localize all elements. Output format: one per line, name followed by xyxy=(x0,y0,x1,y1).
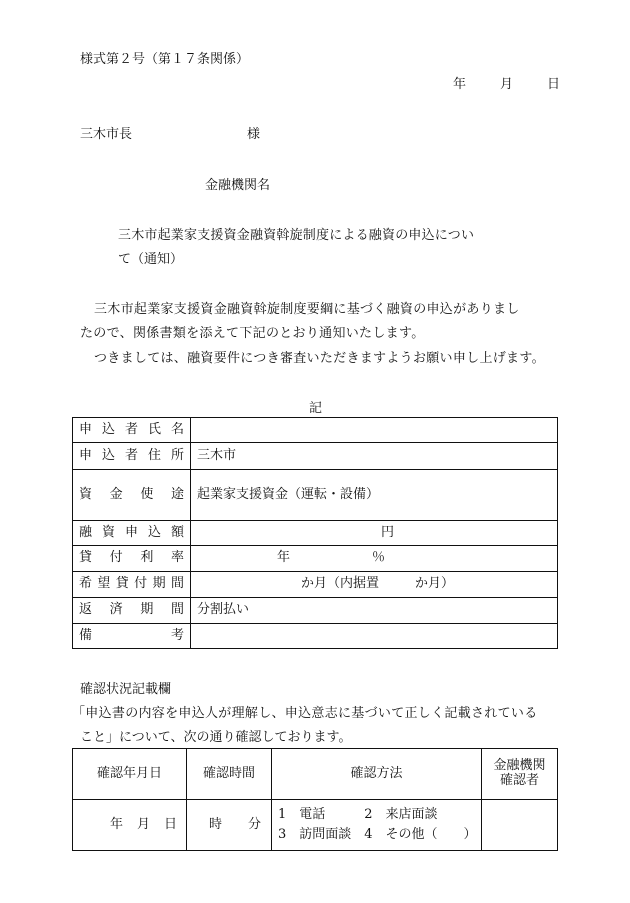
subject-line-2: て（通知） xyxy=(118,252,184,267)
applicant-name-value xyxy=(191,418,558,443)
method-options-line-2: 3 訪問面談 4 その他（ ） xyxy=(278,827,477,842)
table-row xyxy=(73,572,558,598)
table-row xyxy=(73,443,558,470)
table-row xyxy=(73,749,558,800)
confirm-method-header: 確認方法 xyxy=(272,749,482,800)
deferment-months: か月） xyxy=(415,576,455,592)
table-row xyxy=(73,470,558,521)
body-line-3: つきましては、融資要件につき審査いただきますようお願い申し上げます。 xyxy=(94,351,545,366)
confirm-date-header: 確認年月日 xyxy=(73,749,187,800)
application-table xyxy=(72,417,558,649)
remarks-value xyxy=(191,624,558,649)
table-row xyxy=(73,598,558,624)
confirmation-title: 確認状況記載欄 xyxy=(80,682,172,697)
financial-institution-label: 金融機関名 xyxy=(205,178,271,193)
confirm-time-header: 確認時間 xyxy=(187,749,272,800)
date-year: 年 xyxy=(453,77,467,92)
table-row xyxy=(73,800,558,851)
document-date xyxy=(453,78,560,93)
table-row xyxy=(73,418,558,443)
applicant-name-label: 申 込 者 氏 名 xyxy=(73,418,191,443)
addressee-name: 三木市長 xyxy=(80,127,133,142)
repayment-period-label: 返 済 期 間 xyxy=(73,598,191,624)
applicant-address-value: 三木市 xyxy=(191,443,558,470)
interest-rate-label: 貸 付 利 率 xyxy=(73,546,191,572)
confirmation-text-2: こと」について、次の通り確認しております。 xyxy=(80,730,352,745)
interest-percent-unit: ％ xyxy=(372,550,386,566)
date-day: 日 xyxy=(547,77,561,92)
fund-purpose-label: 資 金 使 途 xyxy=(73,470,191,521)
confirmer-value xyxy=(482,800,558,851)
table-row xyxy=(73,521,558,546)
applicant-address-label: 申 込 者 住 所 xyxy=(73,443,191,470)
confirm-time-value: 時 分 xyxy=(187,800,272,851)
remarks-label: 備 考 xyxy=(73,624,191,649)
loan-amount-unit: 円 xyxy=(191,521,558,546)
table-row xyxy=(73,546,558,572)
confirm-method-options xyxy=(272,800,482,851)
body-line-1: 三木市起業家支援資金融資斡旋制度要綱に基づく融資の申込がありまし xyxy=(94,302,520,317)
confirmer-header: 金融機関 確認者 xyxy=(482,749,558,800)
table-row xyxy=(73,624,558,649)
subject-line-1: 三木市起業家支援資金融資斡旋制度による融資の申込につい xyxy=(118,228,475,243)
loan-period-label: 希 望 貸 付 期 間 xyxy=(73,572,191,598)
addressee-honorific: 様 xyxy=(247,127,261,142)
method-options-line-1: 1 電話 2 来店面談 xyxy=(278,807,438,822)
interest-year-unit: 年 xyxy=(277,550,291,566)
loan-period-value xyxy=(191,572,558,598)
confirmation-text-1: 「申込書の内容を申込人が理解し、申込意志に基づいて正しく記載されている xyxy=(72,706,538,721)
interest-rate-value xyxy=(191,546,558,572)
loan-amount-label: 融 資 申 込 額 xyxy=(73,521,191,546)
fund-purpose-value: 起業家支援資金（運転・設備） xyxy=(191,470,558,521)
date-month: 月 xyxy=(500,77,514,92)
ki-heading: 記 xyxy=(309,401,323,416)
body-line-2: たので、関係書類を添えて下記のとおり通知いたします。 xyxy=(80,326,425,341)
loan-months: か月（内据置 xyxy=(301,576,380,592)
confirmation-table xyxy=(72,748,558,851)
form-number: 様式第２号（第１７条関係） xyxy=(80,52,250,67)
confirm-date-value: 年 月 日 xyxy=(73,800,187,851)
repayment-period-value: 分割払い xyxy=(191,598,558,624)
